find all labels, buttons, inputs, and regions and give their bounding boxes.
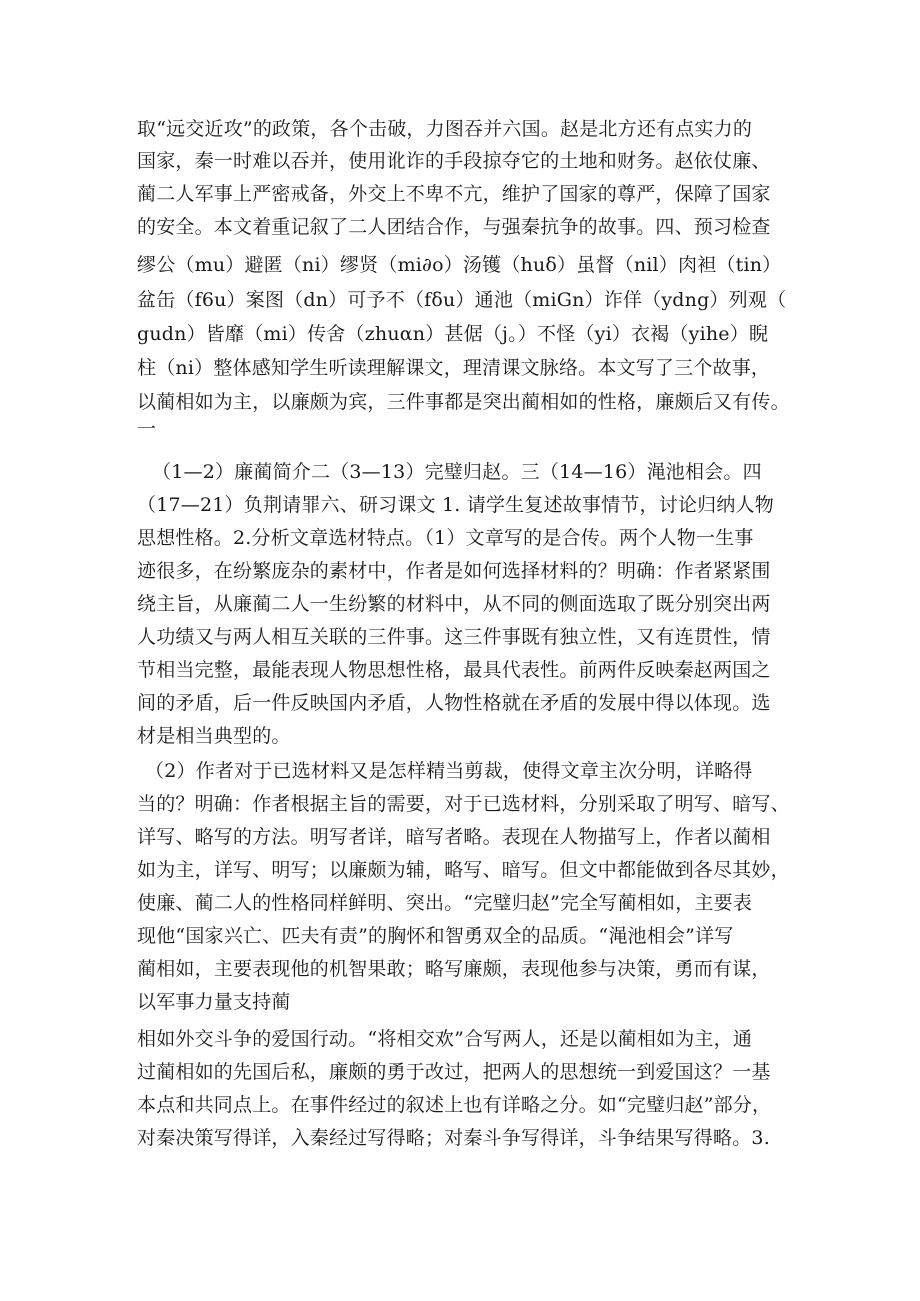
text-line: 间的矛盾，后一件反映国内矛盾，人物性格就在矛盾的发展中得以体现。选 bbox=[137, 692, 771, 714]
text-line: 盆缶（f6u）案图（dn）可予不（fδu）通池（miGn）诈佯（ydng）列观（ bbox=[137, 289, 787, 311]
text-line: 如为主，详写、明写；以廉颇为辅，略写、暗写。但文中都能做到各尽其妙， bbox=[137, 859, 790, 881]
text-line: 本点和共同点上。在事件经过的叙述上也有详略之分。如“完璧归赵”部分， bbox=[137, 1094, 772, 1116]
text-line: 人功绩又与两人相互关联的三件事。这三件事既有独立性，又有连贯性，情 bbox=[137, 626, 771, 648]
text-line: gudn）皆靡（mi）传舍（zhuαn）甚倨（j。）不怪（yi）衣褐（yihe）睨 bbox=[137, 323, 769, 345]
text-line: 迹很多，在纷繁庞杂的素材中，作者是如何选择材料的？明确：作者紧紧围 bbox=[137, 560, 771, 582]
text-line: 一 bbox=[137, 418, 157, 440]
text-line: （1—2）廉蔺简介二（3—13）完璧归赵。三（14—16）渑池相会。四 bbox=[152, 461, 762, 483]
text-line: 柱（ni）整体感知学生听读理解课文，理清课文脉络。本文写了三个故事， bbox=[137, 357, 771, 379]
text-line: 当的？明确：作者根据主旨的需要，对于已选材料，分别采取了明写、暗写、 bbox=[137, 793, 790, 815]
text-line: 相如外交斗争的爱国行动。“将相交欢”合写两人，还是以蔺相如为主，通 bbox=[137, 1028, 753, 1050]
text-line: 以蔺相如为主，以廉颇为宾，三件事都是突出蔺相如的性格，廉颇后又有传。 bbox=[137, 391, 790, 413]
text-line: 现他“国家兴亡、匹夫有责”的胸怀和智勇双全的品质。“渑池相会”详写 bbox=[137, 925, 734, 947]
text-line: 思想性格。2.分析文章选材特点。（1）文章写的是合传。两个人物一生事 bbox=[137, 527, 754, 549]
text-line: 的安全。本文着重记叙了二人团结合作，与强秦抗争的故事。四、预习检查 bbox=[137, 216, 771, 238]
text-line: 取“远交近攻”的政策，各个击破，力图吞并六国。赵是北方还有点实力的 bbox=[137, 118, 753, 140]
text-line: 过蔺相如的先国后私，廉颇的勇于改过，把两人的思想统一到爱国这？一基 bbox=[137, 1061, 771, 1083]
text-line: 蔺二人军事上严密戒备，外交上不卑不亢，维护了国家的尊严，保障了国家 bbox=[137, 183, 771, 205]
text-line: 详写、略写的方法。明写者详，暗写者略。表现在人物描写上，作者以蔺相 bbox=[137, 826, 771, 848]
text-line: 绕主旨，从廉蔺二人一生纷繁的材料中，从不同的侧面选取了既分别突出两 bbox=[137, 593, 771, 615]
text-line: 对秦决策写得详，入秦经过写得略；对秦斗争写得详，斗争结果写得略。3. bbox=[137, 1127, 770, 1149]
text-line: 缪公（mu）避匿（ni）缪贤（mi∂o）汤镬（huδ）虽督（nil）肉袒（tin） bbox=[137, 254, 782, 276]
text-line: （17—21）负荆请罪六、研习课文 1. 请学生复述故事情节，讨论归纳人物 bbox=[137, 494, 774, 516]
text-line: （2）作者对于已选材料又是怎样精当剪裁，使得文章主次分明，详略得 bbox=[145, 760, 753, 782]
text-line: 蔺相如，主要表现他的机智果敢；略写廉颇，表现他参与决策，勇而有谋， bbox=[137, 958, 771, 980]
text-line: 材是相当典型的。 bbox=[137, 725, 291, 747]
text-line: 国家，秦一时难以吞并，使用讹诈的手段掠夺它的土地和财务。赵依仗廉、 bbox=[137, 150, 771, 172]
text-line: 使廉、蔺二人的性格同样鲜明、突出。“完璧归赵”完全写蔺相如，主要表 bbox=[137, 892, 753, 914]
text-line: 节相当完整，最能表现人物思想性格，最具代表性。前两件反映秦赵两国之 bbox=[137, 659, 771, 681]
text-line: 以军事力量支持蔺 bbox=[137, 991, 291, 1013]
